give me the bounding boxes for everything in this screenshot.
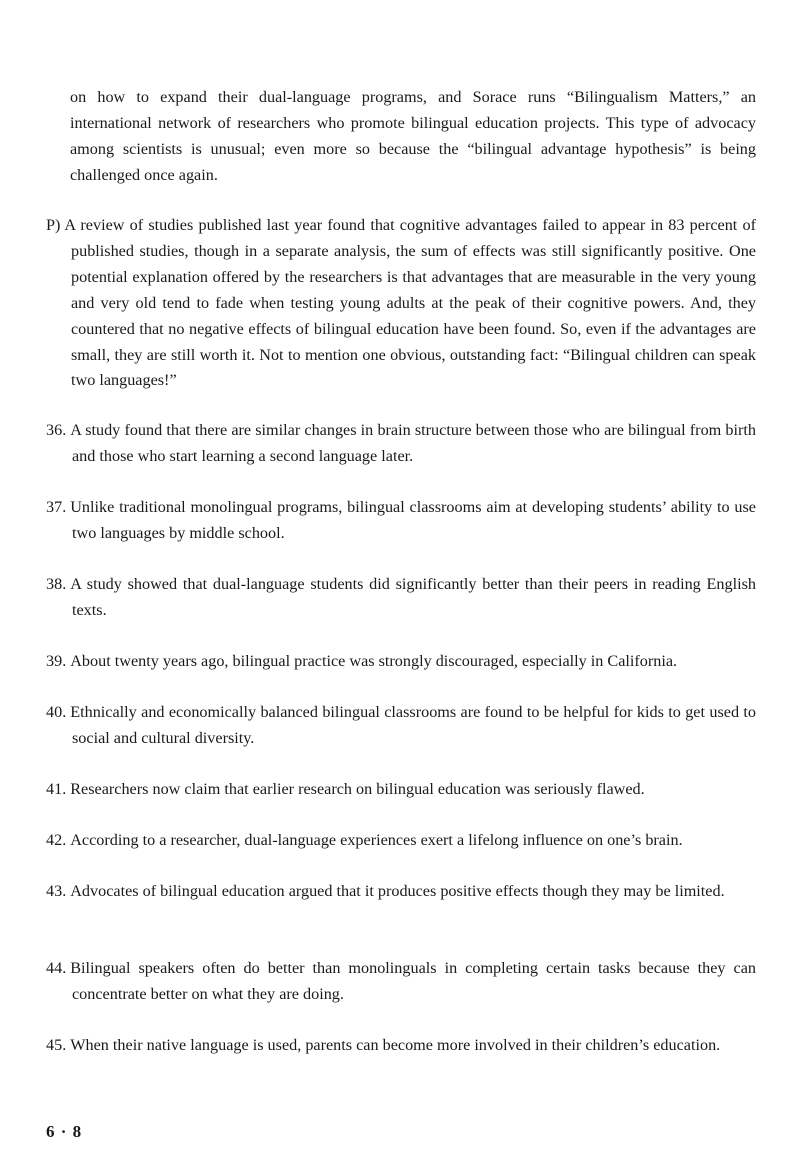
question-text: A study found that there are similar changes in brain structure between those who are bilingual from birth and those who start learning a second language later. [70, 421, 756, 465]
question-number: 42. [46, 831, 67, 849]
question-number: 39. [46, 652, 67, 670]
question-40 [46, 700, 756, 752]
question-text: Researchers now claim that earlier research on bilingual education was seriously flawed. [70, 780, 645, 798]
question-38 [46, 572, 756, 624]
question-number: 44. [46, 959, 67, 977]
question-text: Bilingual speakers often do better than monolinguals in completing certain tasks because they can concentrate better on what they are doing. [70, 959, 756, 1003]
paragraph-p-label: P) [46, 216, 61, 234]
question-37 [46, 495, 756, 547]
question-39 [46, 649, 756, 675]
question-42 [46, 828, 756, 854]
page-number: 6 · 8 [46, 1122, 83, 1141]
continuation-text: on how to expand their dual-language programs, and Sorace runs “Bilingualism Matters,” an international network of researchers who promote bilingual education projects. This type of advocacy among scientists is unusual; even more so because the “bilingual advantage hypothesis” is being challenged once again. [70, 88, 756, 184]
question-41 [46, 777, 756, 803]
question-45 [46, 1033, 756, 1059]
question-text: Unlike traditional monolingual programs, bilingual classrooms aim at developing students’ ability to use two languages by middle school. [70, 498, 756, 542]
question-text: About twenty years ago, bilingual practice was strongly discouraged, especially in California. [70, 652, 678, 670]
question-number: 41. [46, 780, 67, 798]
question-43 [46, 879, 756, 905]
question-number: 43. [46, 882, 67, 900]
question-number: 45. [46, 1036, 67, 1054]
question-number: 38. [46, 575, 67, 593]
question-number: 36. [46, 421, 67, 439]
question-number: 37. [46, 498, 67, 516]
question-number: 40. [46, 703, 67, 721]
question-text: A study showed that dual-language students did significantly better than their peers in reading English texts. [70, 575, 756, 619]
continuation-paragraph [70, 85, 756, 189]
question-text: Ethnically and economically balanced bilingual classrooms are found to be helpful for kids to get used to social and cultural diversity. [70, 703, 756, 747]
question-text: According to a researcher, dual-language experiences exert a lifelong influence on one’s brain. [70, 831, 683, 849]
question-text: Advocates of bilingual education argued that it produces positive effects though they may be limited. [70, 882, 725, 900]
question-44 [46, 956, 756, 1008]
question-text: When their native language is used, parents can become more involved in their children’s education. [70, 1036, 721, 1054]
question-36 [46, 418, 756, 470]
paragraph-p [46, 213, 756, 394]
paragraph-p-text: A review of studies published last year found that cognitive advantages failed to appear in 83 percent of published studies, though in a separate analysis, the sum of effects was still significantly positive. One potential explanation offered by the researchers is that advantages that are measurable in the very young and very old tend to fade when testing young adults at the peak of their cognitive powers. And, they countered that no negative effects of bilingual education have been found. So, even if the advantages are small, they are still worth it. Not to mention one obvious, outstanding fact: “Bilingual children can speak two languages!” [64, 216, 756, 390]
